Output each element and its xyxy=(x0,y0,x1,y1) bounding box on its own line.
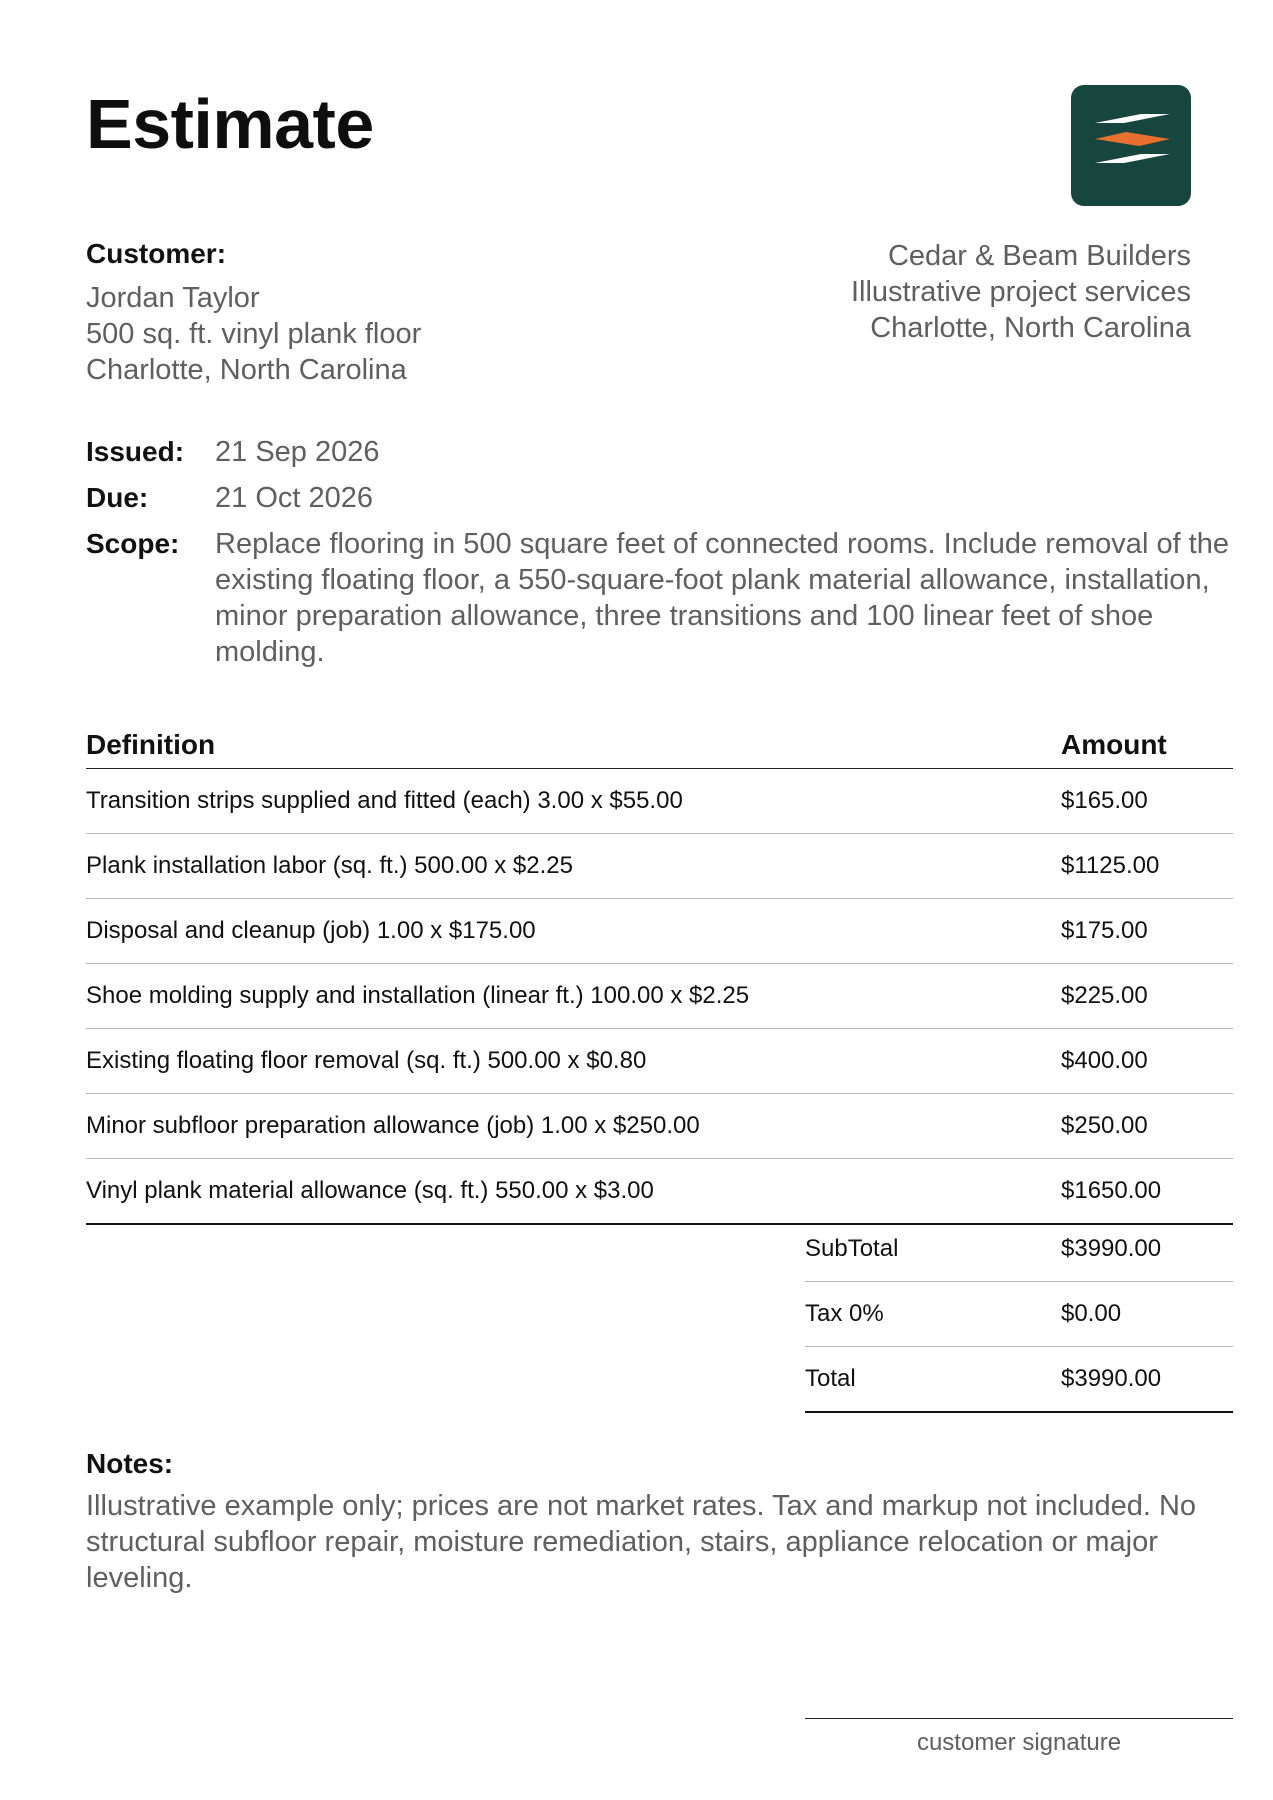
line-item-amount: $165.00 xyxy=(1061,769,1233,834)
line-item-amount: $225.00 xyxy=(1061,964,1233,1029)
customer-block xyxy=(86,238,646,388)
table-row xyxy=(86,1094,1233,1159)
due-date: 21 Oct 2026 xyxy=(215,482,373,514)
line-item-definition: Shoe molding supply and installation (linear ft.) 100.00 x $2.25 xyxy=(86,964,1061,1029)
customer-location: Charlotte, North Carolina xyxy=(86,354,407,386)
scope-text: Replace flooring in 500 square feet of connected rooms. Include removal of the existing floating floor, a 550-square-foot plank material allowance, installation, minor preparation allowance, three transitions and 100 linear feet of shoe molding. xyxy=(215,528,1229,668)
line-item-definition: Transition strips supplied and fitted (each) 3.00 x $55.00 xyxy=(86,769,1061,834)
signature-line xyxy=(805,1718,1233,1757)
issued-label: Issued: xyxy=(86,436,185,467)
line-item-definition: Plank installation labor (sq. ft.) 500.00 x $2.25 xyxy=(86,834,1061,899)
line-item-definition: Vinyl plank material allowance (sq. ft.) 550.00 x $3.00 xyxy=(86,1159,1061,1225)
tax-label: Tax 0% xyxy=(805,1282,1061,1347)
notes-label: Notes: xyxy=(86,1448,174,1479)
customer-label: Customer: xyxy=(86,238,227,269)
logo-plank-bottom xyxy=(1095,154,1170,163)
page-title: Estimate xyxy=(86,85,374,163)
amount-header: Amount xyxy=(1061,722,1233,769)
total-row xyxy=(805,1347,1233,1413)
line-item-amount: $400.00 xyxy=(1061,1029,1233,1094)
due-label: Due: xyxy=(86,482,149,513)
line-item-definition: Disposal and cleanup (job) 1.00 x $175.00 xyxy=(86,899,1061,964)
line-item-definition: Existing floating floor removal (sq. ft.) 500.00 x $0.80 xyxy=(86,1029,1061,1094)
logo-plank-top xyxy=(1095,114,1170,123)
due-row xyxy=(86,480,1236,516)
customer-project: 500 sq. ft. vinyl plank floor xyxy=(86,318,422,350)
line-item-amount: $1650.00 xyxy=(1061,1159,1233,1225)
totals-table xyxy=(805,1217,1233,1413)
signature-label: customer signature xyxy=(916,1729,1122,1756)
logo-plank-middle xyxy=(1095,132,1170,146)
company-location: Charlotte, North Carolina xyxy=(870,312,1191,344)
total-label: Total xyxy=(805,1347,1061,1413)
line-item-amount: $250.00 xyxy=(1061,1094,1233,1159)
table-row xyxy=(86,899,1233,964)
table-row xyxy=(86,769,1233,834)
table-row xyxy=(86,964,1233,1029)
company-name: Cedar & Beam Builders xyxy=(887,240,1191,272)
company-tagline: Illustrative project services xyxy=(850,276,1191,308)
subtotal-amount: $3990.00 xyxy=(1061,1217,1233,1282)
tax-amount: $0.00 xyxy=(1061,1282,1233,1347)
table-row xyxy=(86,1029,1233,1094)
customer-name: Jordan Taylor xyxy=(86,282,260,314)
tax-row xyxy=(805,1282,1233,1347)
table-row xyxy=(86,834,1233,899)
table-row xyxy=(86,1159,1233,1225)
subtotal-row xyxy=(805,1217,1233,1282)
total-amount: $3990.00 xyxy=(1061,1347,1233,1413)
definition-header: Definition xyxy=(86,722,1061,769)
line-item-amount: $1125.00 xyxy=(1061,834,1233,899)
line-items-table xyxy=(86,722,1233,1225)
issued-row xyxy=(86,434,1236,470)
estimate-details xyxy=(86,434,1236,680)
company-logo xyxy=(1071,85,1191,206)
stacked-planks-icon xyxy=(1071,85,1191,206)
scope-label: Scope: xyxy=(86,528,180,559)
table-header-row xyxy=(86,722,1233,769)
line-item-definition: Minor subfloor preparation allowance (job) 1.00 x $250.00 xyxy=(86,1094,1061,1159)
scope-row xyxy=(86,526,1236,670)
notes-text: Illustrative example only; prices are not market rates. Tax and markup not included. No structural subfloor repair, moisture remediation, stairs, appliance relocation or major leveling. xyxy=(86,1490,1197,1594)
company-block xyxy=(591,238,1191,346)
line-item-amount: $175.00 xyxy=(1061,899,1233,964)
subtotal-label: SubTotal xyxy=(805,1217,1061,1282)
notes-block xyxy=(86,1448,1206,1596)
issued-date: 21 Sep 2026 xyxy=(215,436,380,468)
